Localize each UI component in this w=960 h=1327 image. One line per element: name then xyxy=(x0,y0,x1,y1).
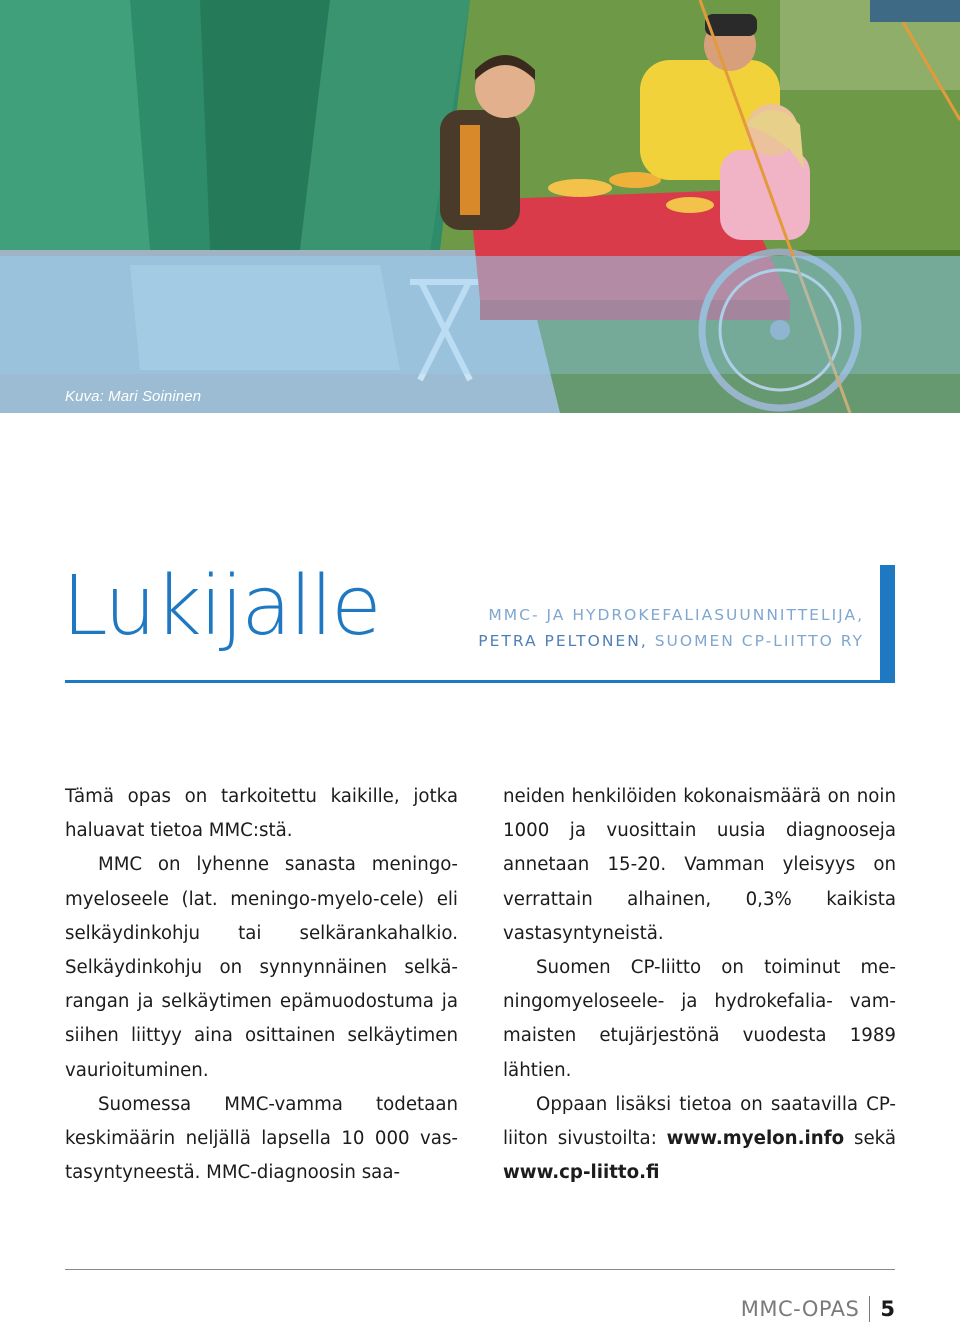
accent-bar xyxy=(880,565,895,682)
title-divider xyxy=(65,680,895,683)
footer-divider xyxy=(65,1269,895,1270)
byline-author xyxy=(478,628,864,654)
link-myelon[interactable]: www.myelon.info xyxy=(666,1128,845,1150)
paragraph: neiden henkilöiden kokonaismäärä on noin 1000 ja vuosittain uusia diagnooseja annetaan 15-20. Vamman yleisyys on verrattain alhainen, 0,3% kaikista vastasyntyneistä. xyxy=(503,786,896,944)
photo-caption: Kuva: Mari Soininen xyxy=(65,388,202,405)
page-number: 5 xyxy=(880,1296,895,1321)
footer-separator xyxy=(869,1296,870,1322)
byline-role: MMC- JA HYDROKEFALIASUUNNITTELIJA, xyxy=(488,606,864,624)
author-byline xyxy=(478,602,864,654)
photo-overlay-band xyxy=(0,256,960,374)
paragraph: Tämä opas on tarkoitettu kaikille, jotka haluavat tietoa MMC:stä. xyxy=(65,786,458,842)
text-run: sekä xyxy=(844,1128,896,1150)
paragraph: Suomen CP-liitto on toiminut meningomyeloseele- ja hydrokefalia- vammaisten etujärjestönä vuodesta 1989 lähtien. xyxy=(503,957,896,1081)
paragraph: Suomessa MMC-vamma todetaan keskimäärin neljällä lapsella 10 000 vastasyntyneestä. MMC-diagnoosin saa- xyxy=(65,1093,458,1184)
paragraph: MMC on lyhenne sanasta meningomyeloseele (lat. meningo-myelo-cele) eli selkäydinkohju tai selkärankahalkio. Selkäydinkohju on synnynnäinen selkärangan ja selkäytimen epämuodostuma ja siihen liittyy aina osittainen selkäytimen vaurioituminen. xyxy=(65,854,458,1081)
paragraph xyxy=(503,1088,896,1191)
link-cp-liitto[interactable]: www.cp-liitto.fi xyxy=(503,1162,660,1184)
byline-org: SUOMEN CP-LIITTO RY xyxy=(654,632,864,650)
cover-photo xyxy=(0,0,960,413)
body-column-left xyxy=(65,780,458,1190)
byline-name: PETRA PELTONEN, xyxy=(478,632,648,650)
page-footer xyxy=(741,1296,895,1322)
body-column-right xyxy=(503,780,896,1190)
text-run: Oppaan lisäksi tietoa on saatavilla CP-liiton sivustoilta: xyxy=(503,1093,896,1150)
page-title: Lukijalle xyxy=(62,559,380,654)
publication-name: MMC-OPAS xyxy=(740,1296,860,1321)
